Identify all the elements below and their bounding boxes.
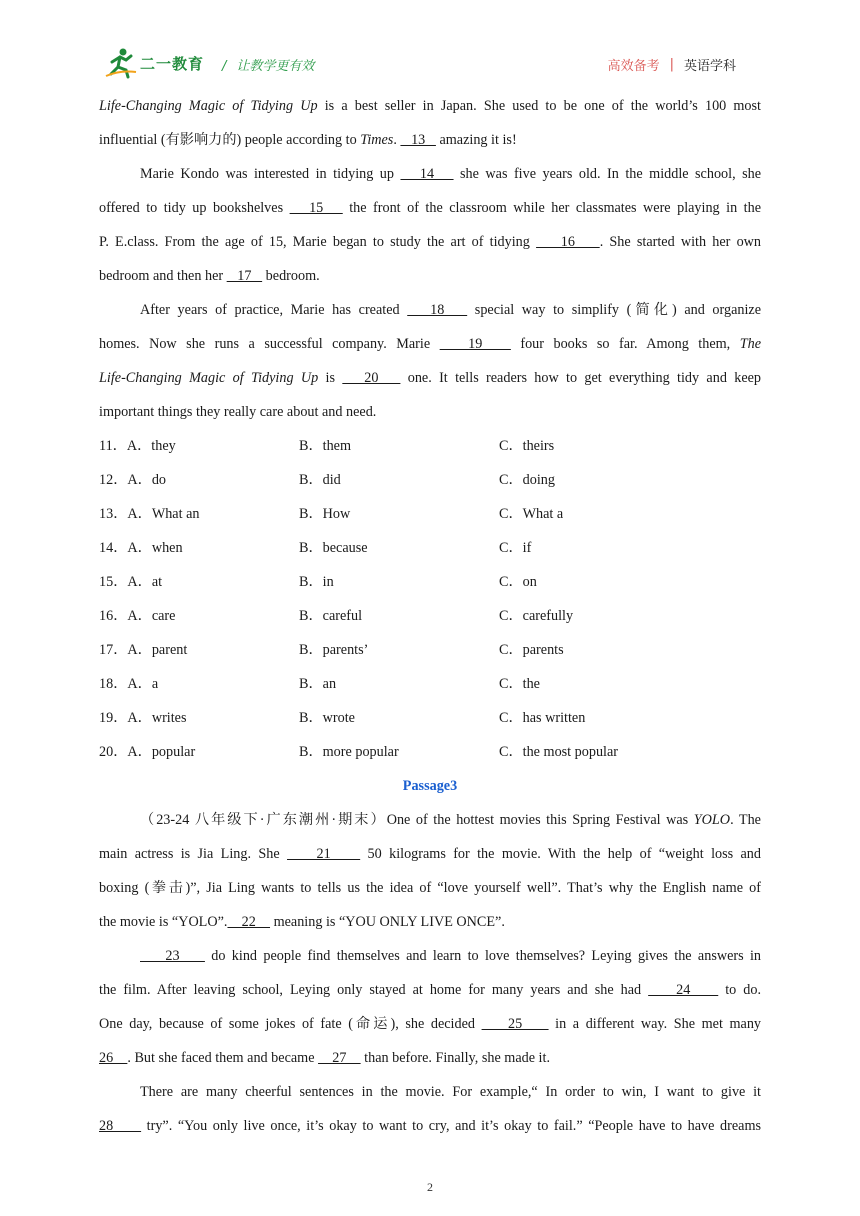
- option-b[interactable]: B．careful: [299, 608, 363, 624]
- text: is: [318, 370, 343, 386]
- option-b[interactable]: B．wrote: [299, 710, 355, 726]
- passage3-line: [99, 912, 761, 932]
- option-b[interactable]: B．more popular: [299, 744, 399, 760]
- text: four books so far. Among them,: [510, 336, 740, 352]
- slogan: / 让教学更有效: [222, 59, 315, 74]
- text: There are many cheerful sentences in the movie. For example,“ In order to win, I want to give it: [140, 1084, 761, 1100]
- slogan-text: 让教学更有效: [236, 59, 315, 74]
- blank-20[interactable]: 20: [342, 370, 401, 386]
- blank-28[interactable]: 28: [99, 1118, 142, 1134]
- option-a[interactable]: [99, 504, 200, 524]
- blank-15[interactable]: 15: [289, 200, 343, 216]
- text: do kind people find themselves and learn to love themselves? Leying gives the answers in: [204, 948, 761, 964]
- passage3-line: [99, 810, 761, 830]
- subject-label: 英语学科: [683, 59, 736, 74]
- text: she was five years old. In the middle school, she: [453, 166, 762, 182]
- option-a[interactable]: [99, 538, 183, 558]
- option-b[interactable]: B．an: [299, 676, 337, 692]
- option-row: [99, 572, 761, 592]
- text: boxing (拳击)”, Jia Ling wants to tells us the idea of “love yourself well”. That’s why the English name of: [99, 880, 761, 896]
- prep-label: 高效备考: [607, 59, 660, 74]
- question-number: 14．: [99, 540, 128, 556]
- text: the film. After leaving school, Leying only stayed at home for many years and she had: [99, 982, 649, 998]
- passage3-line: [99, 1014, 761, 1034]
- option-c[interactable]: C．on: [499, 574, 537, 590]
- option-b[interactable]: B．in: [299, 574, 334, 590]
- option-c[interactable]: C．has written: [499, 710, 586, 726]
- option-c[interactable]: C．What a: [499, 506, 564, 522]
- passage3-line: [99, 1048, 761, 1068]
- passage2-line: [99, 334, 761, 354]
- question-number: 15．: [99, 574, 128, 590]
- question-number: 12．: [99, 472, 128, 488]
- passage3-line: [99, 980, 761, 1000]
- text: one. It tells readers how to get everything tidy and keep: [400, 370, 762, 386]
- option-b[interactable]: B．parents’: [299, 642, 369, 658]
- option-a[interactable]: [99, 572, 162, 592]
- text: .: [393, 132, 401, 148]
- passage2-line: [99, 300, 761, 320]
- option-row: [99, 742, 761, 762]
- passage2-line: [99, 130, 761, 150]
- question-number: 17．: [99, 642, 128, 658]
- text: main actress is Jia Ling. She: [99, 846, 288, 862]
- option-a[interactable]: [99, 674, 158, 694]
- option-text: A．at: [127, 574, 163, 590]
- logo: [104, 46, 204, 80]
- passage3-line: [99, 1116, 761, 1136]
- text: homes. Now she runs a successful company. Marie: [99, 336, 440, 352]
- option-c[interactable]: C．the most popular: [499, 744, 619, 760]
- option-a[interactable]: [99, 640, 187, 660]
- text: After years of practice, Marie has created: [140, 302, 408, 318]
- page-number: 2: [427, 1180, 433, 1194]
- text: to do.: [718, 982, 761, 998]
- option-row: [99, 606, 761, 626]
- option-text: A．care: [127, 608, 176, 624]
- text: the front of the classroom while her classmates were playing in the: [342, 200, 762, 216]
- text: meaning is “YOU ONLY LIVE ONCE”.: [270, 914, 505, 930]
- question-number: 19．: [99, 710, 128, 726]
- blank-18[interactable]: 18: [407, 302, 468, 318]
- text: the movie is “YOLO”.: [99, 914, 228, 930]
- option-text: A．a: [127, 676, 159, 692]
- blank-27[interactable]: 27: [318, 1050, 361, 1066]
- passage3-line: [99, 844, 761, 864]
- option-a[interactable]: [99, 436, 176, 456]
- text: than before. Finally, she made it.: [360, 1050, 550, 1066]
- option-text: A．when: [127, 540, 183, 556]
- option-text: A．What an: [127, 506, 200, 522]
- blank-13[interactable]: 13: [400, 132, 436, 148]
- book-title: The: [739, 336, 762, 352]
- option-b[interactable]: B．because: [299, 540, 368, 556]
- option-c[interactable]: C．carefully: [499, 608, 574, 624]
- passage2-line: [99, 402, 761, 422]
- option-a[interactable]: [99, 470, 166, 490]
- option-row: [99, 436, 761, 456]
- header-divider: |: [669, 57, 674, 72]
- page-header: [0, 0, 860, 84]
- passage3-title: Passage3: [402, 778, 458, 794]
- blank-16[interactable]: 16: [536, 234, 600, 250]
- text: is a best seller in Japan. She used to be one of the world’s 100 most: [317, 98, 761, 114]
- option-c[interactable]: C．doing: [499, 472, 555, 488]
- option-a[interactable]: [99, 606, 175, 626]
- option-row: [99, 470, 761, 490]
- text: . But she faced them and became: [127, 1050, 319, 1066]
- passage2-line: [99, 368, 761, 388]
- book-title: Life-Changing Magic of Tidying Up: [99, 370, 319, 386]
- blank-24[interactable]: 24: [648, 982, 719, 998]
- text: special way to simplify (简化) and organize: [467, 302, 762, 318]
- blank-23[interactable]: 23: [140, 948, 205, 964]
- option-row: [99, 504, 761, 524]
- passage3-line: [99, 946, 761, 966]
- passage3-line: [99, 1082, 761, 1102]
- text: try”. “You only live once, it’s okay to want to cry, and it’s okay to fail.” “People have to have dreams: [141, 1118, 761, 1134]
- text: offered to tidy up bookshelves: [99, 200, 290, 216]
- blank-14[interactable]: 14: [400, 166, 454, 182]
- blank-19[interactable]: 19: [439, 336, 511, 352]
- movie-title: YOLO: [693, 812, 731, 828]
- passage2-line: [99, 96, 761, 116]
- question-number: 16．: [99, 608, 128, 624]
- text: bedroom.: [262, 268, 320, 284]
- blank-22[interactable]: 22: [227, 914, 271, 930]
- option-text: A．writes: [127, 710, 187, 726]
- text: bedroom and then her: [99, 268, 227, 284]
- logo-text: 二一教育: [140, 54, 205, 73]
- text: amazing it is!: [435, 132, 517, 148]
- text: Marie Kondo was interested in tidying up: [140, 166, 401, 182]
- question-number: 13．: [99, 506, 128, 522]
- option-row: [99, 674, 761, 694]
- option-c[interactable]: C．parents: [499, 642, 564, 658]
- option-c[interactable]: C．if: [499, 540, 532, 556]
- option-row: [99, 640, 761, 660]
- passage3-line: [99, 878, 761, 898]
- text: influential (有影响力的) people according to: [99, 132, 361, 148]
- text: P. E.class. From the age of 15, Marie began to study the art of tidying: [99, 234, 537, 250]
- blank-25[interactable]: 25: [481, 1016, 549, 1032]
- option-c[interactable]: C．theirs: [499, 438, 555, 454]
- question-number: 20．: [99, 744, 128, 760]
- passage2-line: [99, 266, 761, 286]
- blank-17[interactable]: 17: [226, 268, 263, 284]
- option-text: A．parent: [127, 642, 188, 658]
- option-a[interactable]: [99, 742, 195, 762]
- text: important things they really care about and need.: [99, 404, 377, 420]
- text: （23-24 八年级下·广东潮州·期末）One of the hottest movies this Spring Festival was: [140, 812, 694, 828]
- option-row: [99, 538, 761, 558]
- magazine-title: Times: [360, 132, 394, 148]
- option-b[interactable]: B．did: [299, 472, 341, 488]
- question-number: 11．: [99, 438, 127, 454]
- passage2-line: [99, 232, 761, 252]
- text: 50 kilograms for the movie. With the help of “weight loss and: [360, 846, 761, 862]
- option-text: A．do: [127, 472, 167, 488]
- option-text: A．they: [126, 438, 176, 454]
- blank-26[interactable]: 26: [99, 1050, 128, 1066]
- question-number: 18．: [99, 676, 128, 692]
- blank-21[interactable]: 21: [287, 846, 361, 862]
- option-text: A．popular: [127, 744, 196, 760]
- text: . She started with her own: [599, 234, 762, 250]
- option-row: [99, 708, 761, 728]
- option-a[interactable]: [99, 708, 187, 728]
- option-b[interactable]: B．How: [299, 506, 351, 522]
- text: . The: [730, 812, 761, 828]
- header-right: [608, 55, 736, 74]
- option-b[interactable]: B．them: [299, 438, 352, 454]
- runner-logo-icon: [104, 46, 138, 80]
- passage2-line: [99, 198, 761, 218]
- text: in a different way. She met many: [548, 1016, 762, 1032]
- option-c[interactable]: C．the: [499, 676, 540, 692]
- text: One day, because of some jokes of fate (命运), she decided: [99, 1016, 482, 1032]
- book-title: Life-Changing Magic of Tidying Up: [99, 98, 318, 114]
- passage2-line: [99, 164, 761, 184]
